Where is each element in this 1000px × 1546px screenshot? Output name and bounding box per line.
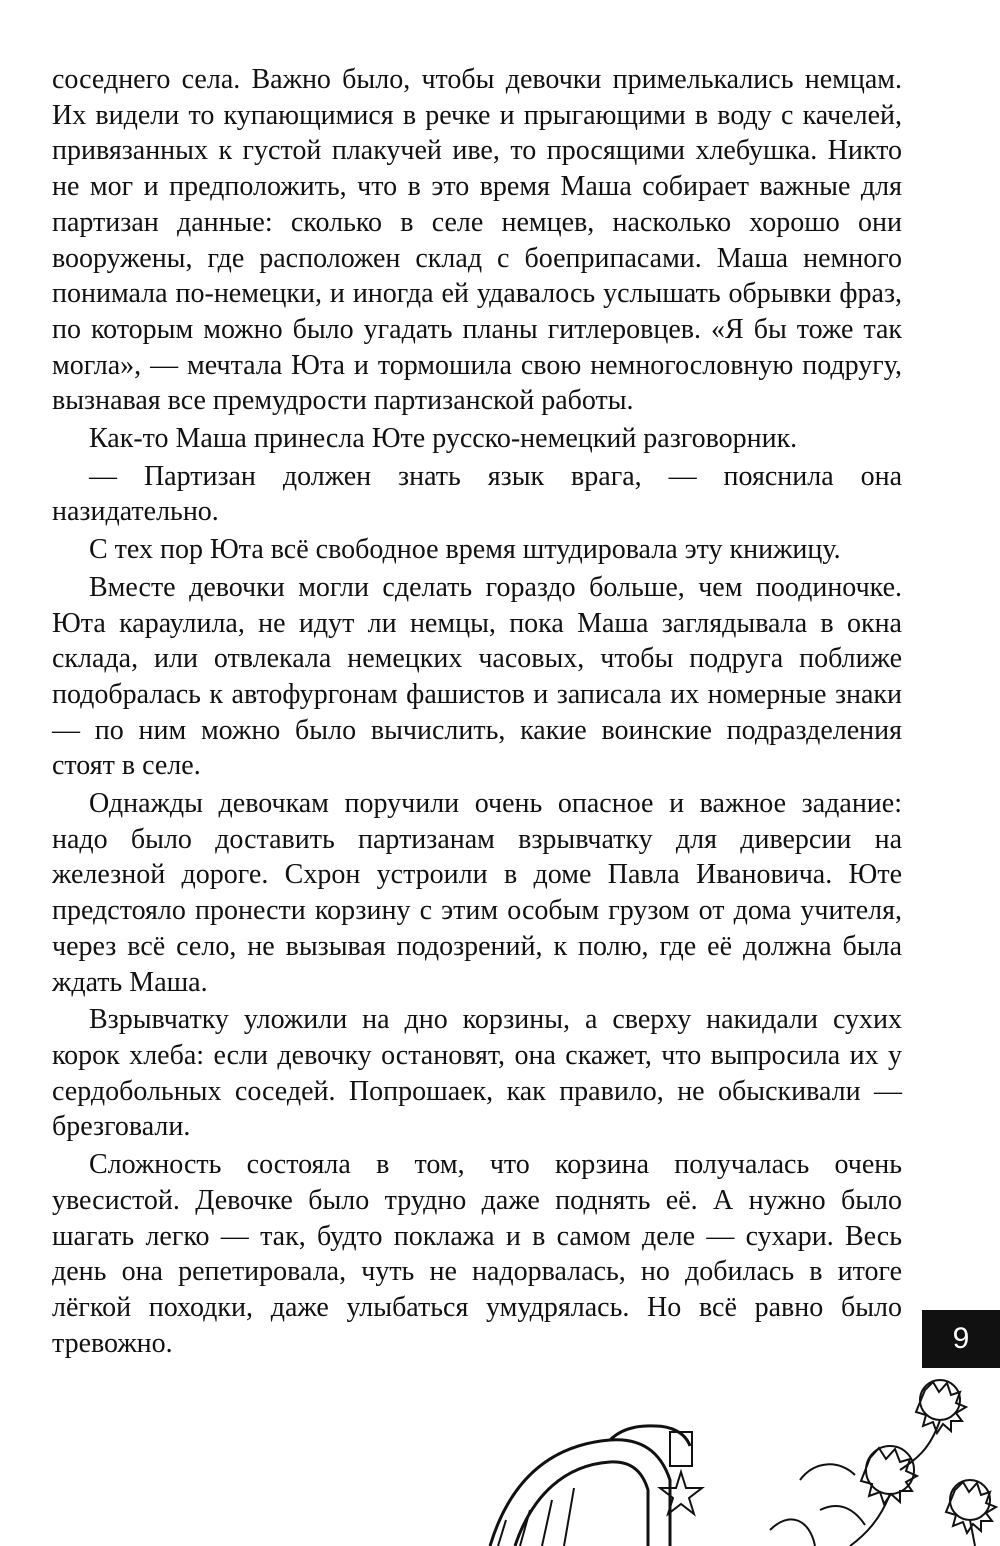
paragraph-7: Взрывчатку уложили на дно корзины, а сверху накидали сухих корок хлеба: если девочку остановят, она скажет, что выпросила их у сердобольных соседей. Попрошаек, как правило, не обыскивали — брезговали. <box>52 1004 902 1143</box>
paragraph-1: соседнего села. Важно было, чтобы девочки примелькались немцам. Их видели то купающимися в речке и прыгающими в воду с качелей, привязанных к густой плакучей иве, то просящими хлебушка. Никто не мог и предположить, что в это время Маша собирает важные для партизан данные: сколько в селе немцев, насколько хорошо они вооружены, где расположен склад с боеприпасами. Маша немного понимала по-немецки, и иногда ей удавалось услышать обрывки фраз, по которым можно было угадать планы гитлеровцев. «Я бы тоже так могла», — мечтала Юта и тормошила свою немногословную подругу, вызнавая все премудрости партизанской работы. <box>52 64 902 417</box>
paragraph-2: Как-то Маша принесла Юте русско-немецкий разговорник. <box>89 423 798 455</box>
paragraph-8: Сложность состояла в том, что корзина получалась очень увесистой. Девочке было трудно даже поднять её. А нужно было шагать легко — так, будто поклажа и в самом деле — сухари. Весь день она репетировала, чуть не надорвалась, но добилась в итоге лёгкой походки, даже улыбаться умудрялась. Но всё равно было тревожно. <box>52 1149 902 1359</box>
paragraph-6: Однажды девочкам поручили очень опасное и важное задание: надо было доставить партизанам взрывчатку для диверсии на железной дороге. Схрон устроили в доме Павла Ивановича. Юте предстояло пронести корзину с этим особым грузом от дома учителя, через всё село, не вызывая подозрений, к полю, где её должна была ждать Маша. <box>52 788 902 998</box>
carnation-flowers-drawing <box>770 1380 996 1546</box>
paragraph-5: Вместе девочки могли сделать гораздо больше, чем поодиночке. Юта караулила, не идут ли немцы, пока Маша заглядывала в окна склада, или отвлекала немецких часовых, чтобы подруга поближе подобралась к автофургонам фашистов и записала их номерные знаки — по ним можно было вычислить, какие воинские подразделения стоят в селе. <box>52 571 902 782</box>
paragraph-3: — Партизан должен знать язык врага, — пояснила она назидательно. <box>52 460 902 528</box>
page-number: 9 <box>952 1322 970 1355</box>
body-text <box>52 62 902 1361</box>
ribbon-drawing <box>490 1426 690 1546</box>
paragraph-4: С тех пор Юта всё свободное время штудировала эту книжицу. <box>89 534 841 566</box>
medal-ribbon-flowers-illustration <box>470 1360 1000 1546</box>
